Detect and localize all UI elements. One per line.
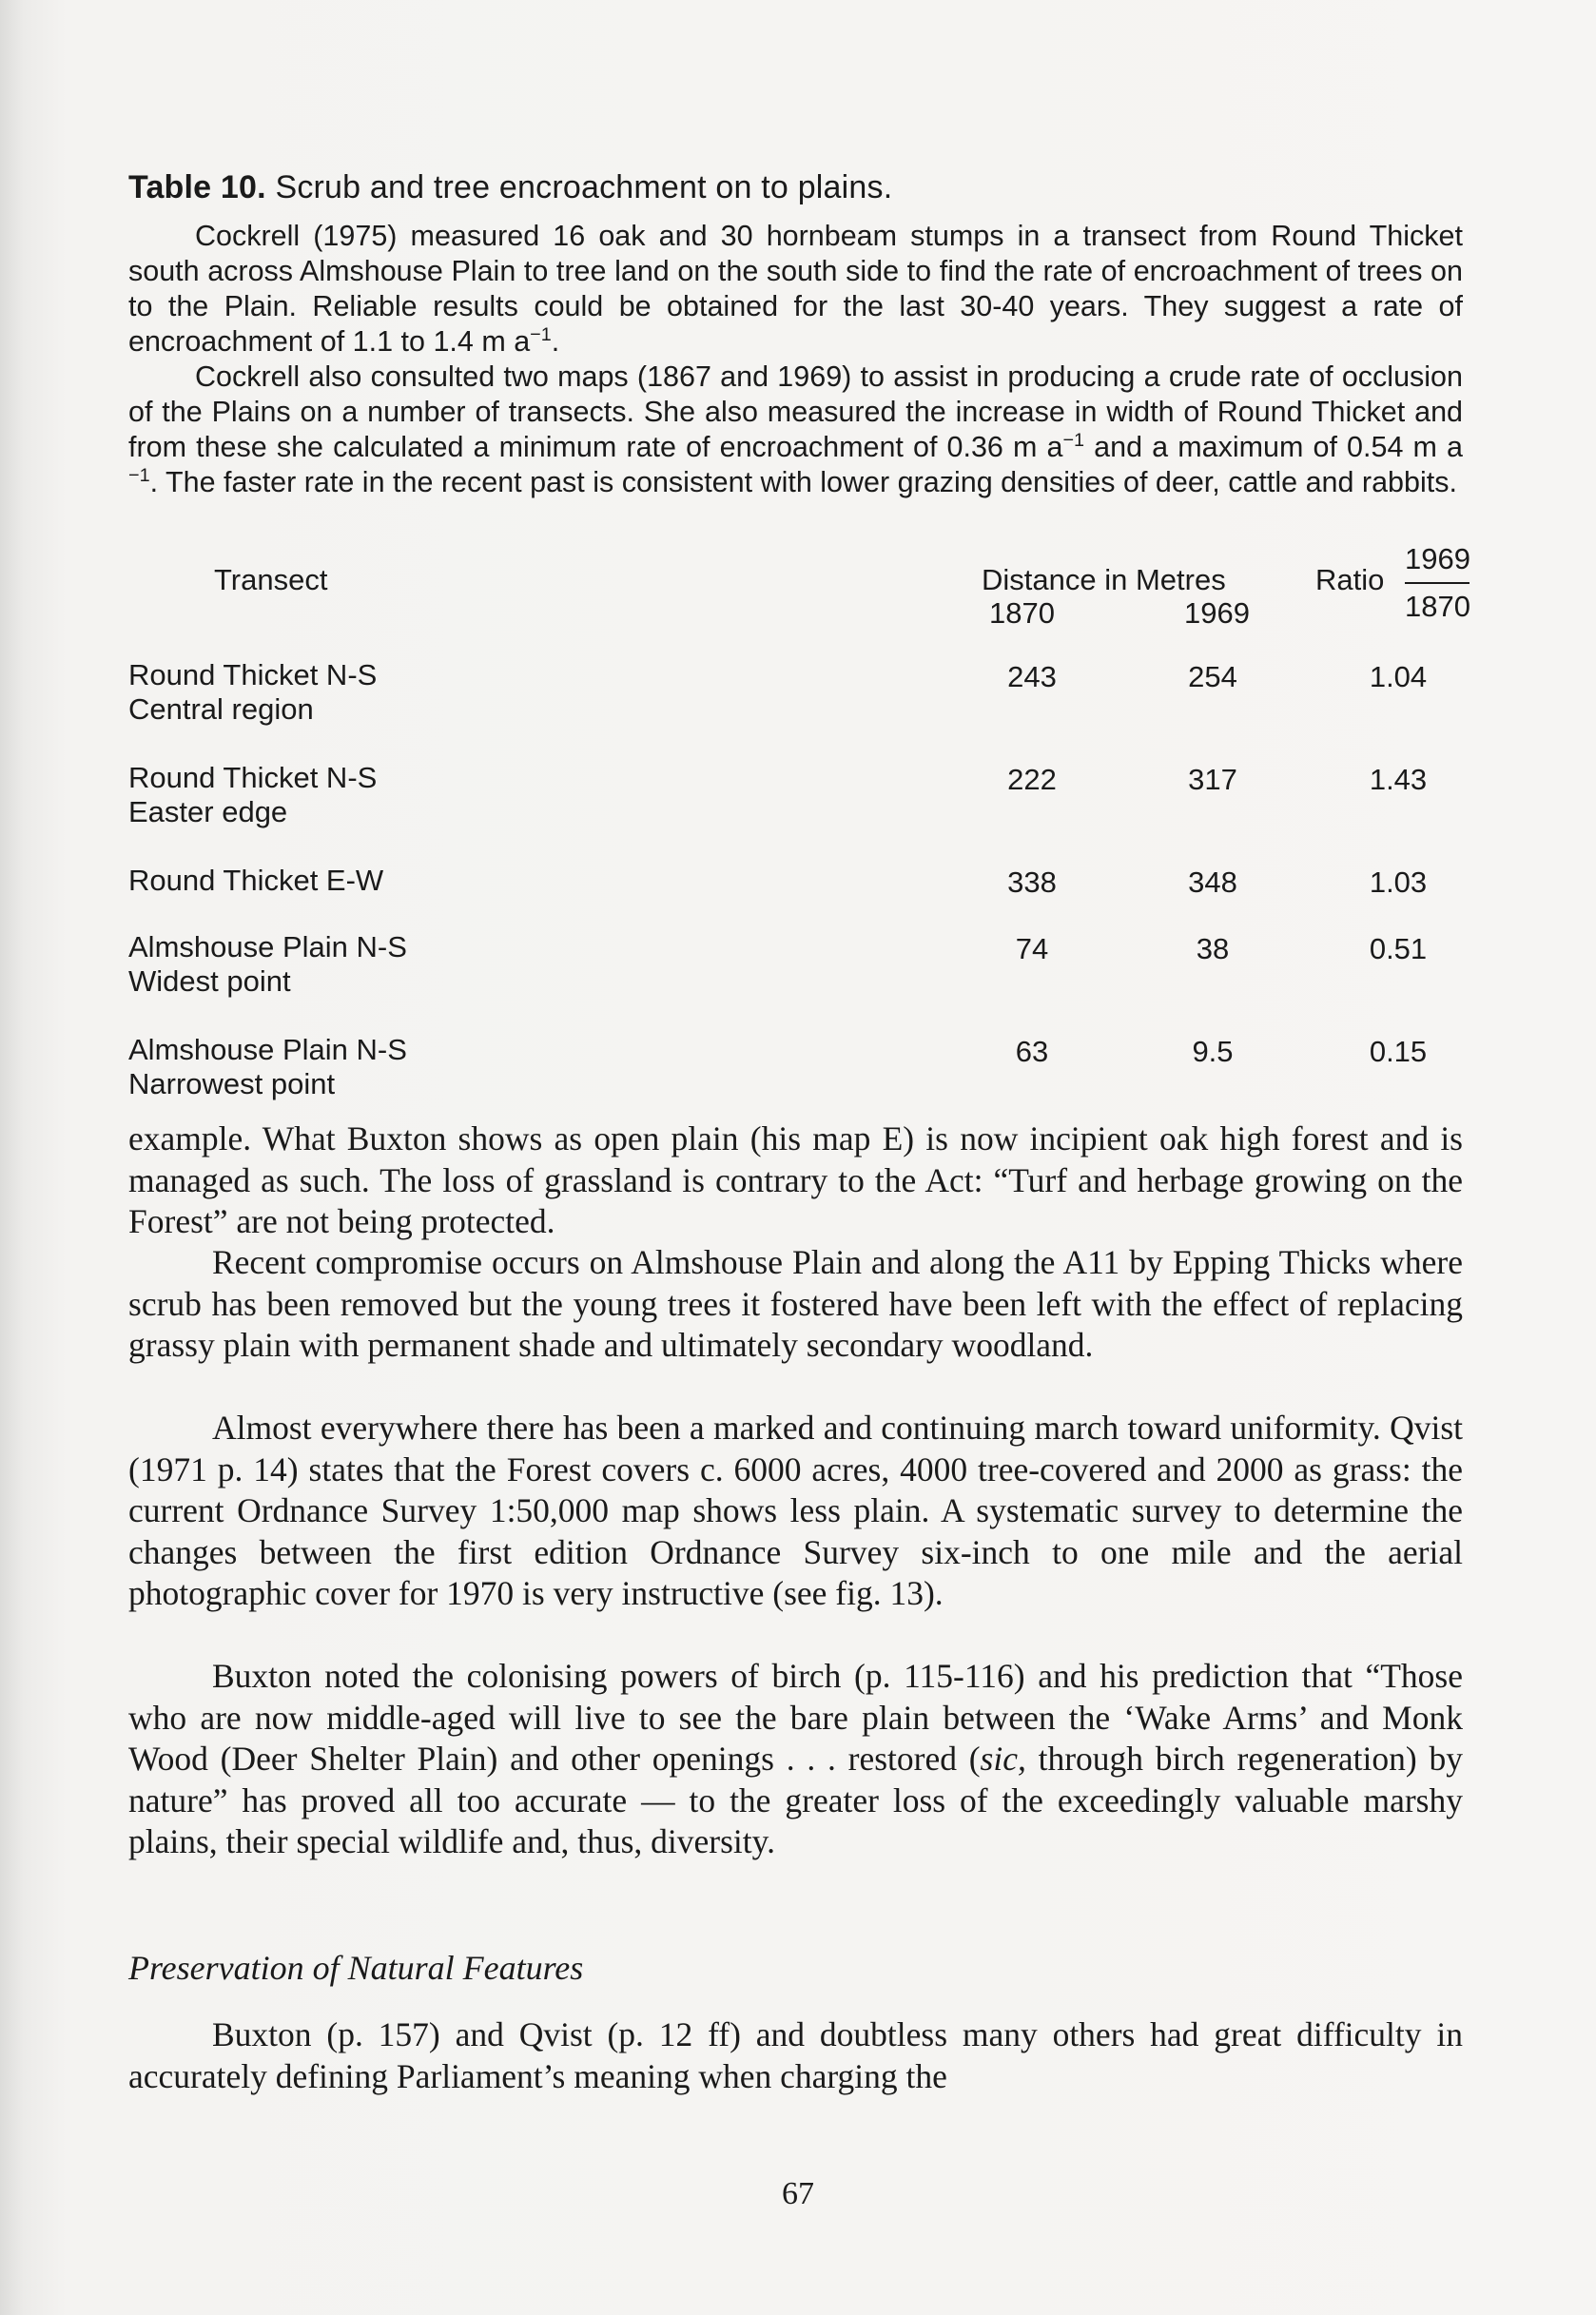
- header-year-1870: 1870: [989, 596, 1055, 630]
- note-2-text-c: . The faster rate in the recent past is consistent with lower grazing densities of deer, cattle and rabbits.: [149, 466, 1457, 498]
- ratio-value: 0.51: [1369, 932, 1428, 965]
- transect-subname: Easter edge: [128, 795, 288, 828]
- header-ratio-fraction: [1405, 540, 1469, 626]
- section-heading: Preservation of Natural Features: [128, 1949, 584, 1987]
- table-row: [0, 864, 1596, 940]
- table-row: [0, 761, 1596, 837]
- distance-1969: 38: [1196, 932, 1230, 965]
- header-ratio: Ratio: [1315, 563, 1385, 596]
- transect-subname: Central region: [128, 692, 314, 726]
- distance-1969: 254: [1188, 660, 1237, 693]
- distance-1969: 348: [1188, 866, 1237, 899]
- transect-subname: Widest point: [128, 964, 291, 998]
- note-2-exponent-2: −1: [128, 464, 150, 486]
- body-paragraph-1: example. What Buxton shows as open plain (his map E) is now incipient oak high forest and is managed as such. The loss of grassland is contrary to the Act: “Turf and herbage growing on the Forest” are not being protected.: [128, 1119, 1463, 1240]
- table-row: [0, 930, 1596, 1006]
- distance-1870: 243: [1007, 660, 1057, 693]
- body-paragraph-2: Recent compromise occurs on Almshouse Plain and along the A11 by Epping Thicks where scrub has been removed but the young trees it fostered have been left with the effect of replacing grassy plain with permanent shade and ultimately secondary woodland.: [128, 1243, 1463, 1364]
- note-1-end: .: [551, 325, 560, 358]
- note-2-text-a: Cockrell also consulted two maps (1867 and 1969) to assist in producing a crude rate of occlusion of the Plains on a number of transects. She also measured the increase in width of Round Thicket and from these she calculated a minimum rate of encroachment of 0.36 m a: [128, 360, 1463, 463]
- distance-1969: 317: [1188, 763, 1237, 796]
- body-paragraph-5: Buxton (p. 157) and Qvist (p. 12 ff) and doubtless many others had great difficulty in accurately defining Parliament’s meaning when charging the: [128, 2015, 1463, 2095]
- transect-name: Almshouse Plain N-S: [128, 930, 407, 963]
- table-title: Scrub and tree encroachment on to plains.: [275, 169, 893, 205]
- header-distance: Distance in Metres: [982, 563, 1226, 596]
- ratio-denominator: 1870: [1405, 590, 1470, 623]
- table-label: Table 10.: [128, 169, 266, 205]
- paragraph-4-text-a: Buxton noted the colonising powers of birch (p. 115-116) and his prediction that “Those who are now middle-aged will live to see the bare plain between the ‘Wake Arms’ and Monk Wood (Deer Shelter Plain) and other openings . . . restored (: [128, 1657, 1463, 1778]
- distance-1870: 222: [1007, 763, 1057, 796]
- paragraph-4-text-b: through birch regeneration) by nature” has proved all too accurate — to the greater loss of the exceedingly valuable marshy plains, their special wildlife and, thus, diversity.: [128, 1740, 1463, 1860]
- transect-name: Almshouse Plain N-S: [128, 1033, 407, 1066]
- note-1-exponent: −1: [530, 323, 552, 345]
- distance-1870: 63: [1015, 1035, 1049, 1068]
- table-row: [0, 1033, 1596, 1109]
- transect-name: Round Thicket E-W: [128, 864, 384, 897]
- transect-subname: Narrowest point: [128, 1067, 336, 1100]
- ratio-value: 1.43: [1369, 763, 1428, 796]
- ratio-value: 1.03: [1369, 866, 1428, 899]
- distance-1870: 338: [1007, 866, 1057, 899]
- table-note-paragraph-1: [128, 219, 1463, 360]
- transect-name: Round Thicket N-S: [128, 658, 378, 691]
- table-row: [0, 658, 1596, 734]
- body-paragraph-4: [128, 1656, 1463, 1863]
- note-2-exponent-1: −1: [1062, 429, 1085, 451]
- distance-1870: 74: [1015, 932, 1049, 965]
- note-2-text-b: and a maximum of 0.54 m a: [1084, 431, 1463, 463]
- body-paragraph-3: Almost everywhere there has been a marked and continuing march toward uniformity. Qvist (1971 p. 14) states that the Forest covers c. 6000 acres, 4000 tree-covered and 2000 as grass: the current Ordnance Survey 1:50,000 map shows less plain. A systematic survey to determine the changes between the first edition Ordnance Survey six-inch to one mile and the aerial photographic cover for 1970 is very instructive (see fig. 13).: [128, 1409, 1463, 1612]
- header-transect: Transect: [214, 563, 328, 596]
- transect-name: Round Thicket N-S: [128, 761, 378, 794]
- header-year-1969: 1969: [1184, 596, 1250, 630]
- table-note-paragraph-2: [128, 360, 1463, 500]
- paragraph-4-sic: sic,: [980, 1740, 1026, 1778]
- ratio-numerator: 1969: [1405, 540, 1469, 584]
- ratio-value: 1.04: [1369, 660, 1428, 693]
- table-caption: [128, 169, 892, 206]
- note-1-text: Cockrell (1975) measured 16 oak and 30 hornbeam stumps in a transect from Round Thicket south across Almshouse Plain to tree land on the south side to find the rate of encroachment of trees on to the Plain. Reliable results could be obtained for the last 30-40 years. They suggest a rate of encroachment of 1.1 to 1.4 m a: [128, 220, 1463, 358]
- page-number: 67: [782, 2176, 814, 2211]
- distance-1969: 9.5: [1192, 1035, 1234, 1068]
- ratio-value: 0.15: [1369, 1035, 1428, 1068]
